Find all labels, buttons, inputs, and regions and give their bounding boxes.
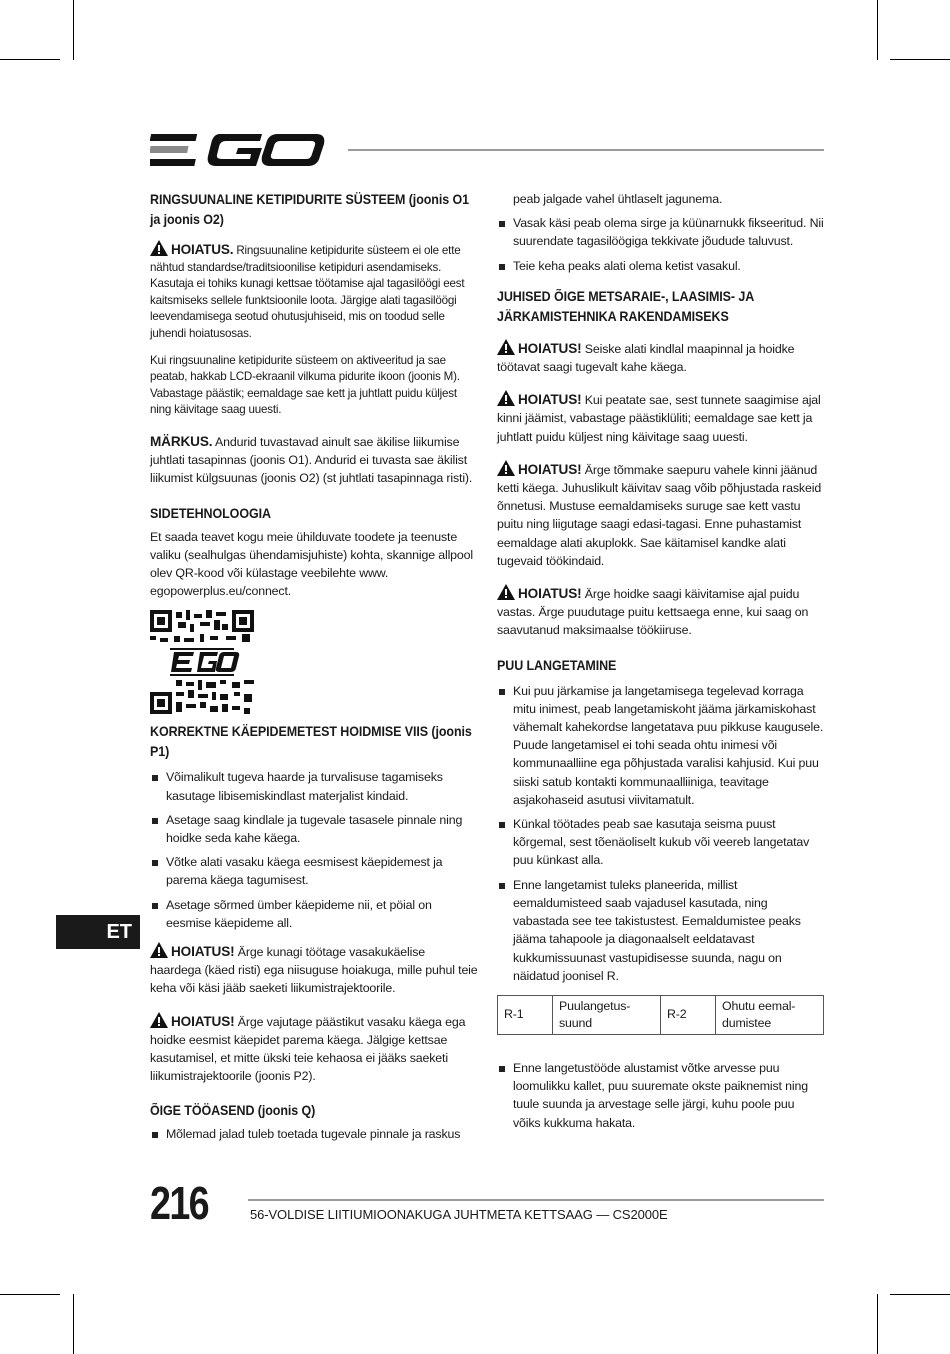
crop-mark	[0, 1294, 60, 1295]
warning-icon	[497, 460, 515, 476]
warning-paragraph	[497, 584, 825, 640]
right-column	[497, 190, 825, 1132]
section-heading: JUHISED ÕIGE METSARAIE-, LAASIMIS- JA JÄRKAMISTEHNIKA RAKENDAMISEKS	[497, 288, 754, 324]
list-item: Asetage saag kindlale ja tugevale tasasele pinnale ning hoidke seda kahe käega.	[150, 811, 478, 847]
list-item: Kui puu järkamise ja langetamisega tegelevad korraga mitu inimest, peab langetamiskoht jääma järkamiskohast vähemalt kahekordse langetatava puu pikkuse kaugusele. Puude langetamisel ei tohi seada ohtu inimesi või kommunaalliine ega põhjustada varalisi kahjusid. Kui puu siiski satub kontakti kommunaalliiniga, teavitage asjakohaseid asutusi viivitamatult.	[497, 682, 825, 809]
page-number: 216	[150, 1177, 209, 1229]
section-heading: SIDETEHNOLOOGIA	[150, 505, 271, 521]
warning-paragraph	[150, 942, 478, 998]
bullet-list	[150, 768, 478, 932]
warning-text: Kui peatate sae, sest tunnete saagimise ajal kinni jäämist, vabastage päästiklüliti; eemaldage sae kett ja juhtlatt puidu küljest ning käivitage saag uuesti.	[497, 393, 821, 444]
warning-icon	[497, 339, 515, 355]
list-item: Võtke alati vasaku käega eesmisest käepidemest ja parema käega tagumisest.	[150, 853, 478, 889]
bullet-list	[150, 1125, 478, 1143]
warning-text: Seiske alati kindlal maapinnal ja hoidke töötavat saagi tugevalt kahe käega.	[497, 341, 795, 375]
warning-text: Ringsuunaline ketipidurite süsteem ei ole ette nähtud standardse/traditsioonilise ketipiduri asendamiseks. Kasutaja ei tohiks kunagi kettsae töötamise ajal tagasilöögi eest kaitsmiseks sellele funktsioonile loota. Järgige alati tagasilöögi leevendamisega seotud ohutusjuhiseid, mis on toodud selle juhendi hoiatusosas.	[150, 244, 465, 340]
bullet-list	[497, 1059, 825, 1132]
warning-text: Ärge kunagi töötage vasakukäelise haardega (käed risti) ega niisuguse hoiakuga, mille puhul teie keha või käsi jääb saeketi liikumistrajektoorile.	[150, 944, 478, 996]
table-row	[498, 995, 824, 1034]
bullet-list	[497, 214, 825, 275]
list-item: Vasak käsi peab olema sirge ja küünarnukk fikseeritud. Nii suurendate tagasilöögiga tekkivate jõudude taluvust.	[497, 214, 825, 250]
crop-mark	[0, 59, 60, 60]
warning-title: HOIATUS!	[171, 943, 235, 959]
crop-mark	[890, 59, 950, 60]
warning-icon	[497, 390, 515, 406]
note-paragraph	[150, 433, 478, 488]
warning-title: HOIATUS!	[171, 1013, 235, 1029]
warning-text: Ärge hoidke saagi käivitamise ajal puidu vastas. Ärge puudutage puitu kettsaega enne, kui saag on saavutanud maksimaalse töökiiruse.	[497, 587, 809, 638]
warning-icon	[150, 240, 168, 256]
section-heading: KORREKTNE KÄEPIDEMETEST HOIDMISE VIIS (joonis P1)	[150, 724, 472, 760]
list-item: Enne langetustööde alustamist võtke arvesse puu loomulikku kallet, puu suuremate okste paiknemist ning tuule suunda ja arvestage selle järgi, kuhu poole puu võiks kukkuma hakata.	[497, 1059, 825, 1132]
header-rule	[348, 149, 824, 151]
body-paragraph: Kui ringsuunaline ketipidurite süsteem on aktiveeritud ja sae peatab, hakkab LCD-ekraanil vilkuma pidurite ikoon (joonis M). Vabastage päästik; eemaldage sae kett ja juhtlatt puidu küljest ning käivitage saag uuesti.	[150, 353, 460, 417]
table-cell: R-2	[661, 995, 716, 1034]
continued-text: peab jalgade vahel ühtlaselt jagunema.	[513, 192, 723, 206]
warning-title: HOIATUS.	[171, 242, 234, 257]
warning-paragraph	[497, 460, 825, 570]
qr-code	[150, 610, 254, 714]
note-text: Andurid tuvastavad ainult sae äkilise liikumise juhtlati tasapinnas (joonis O1). Andurid ei tuvasta sae äkilist liikumist külgsuunas (joonis O2) (st juhtlati tasapinnaga risti).	[150, 434, 473, 486]
warning-paragraph	[497, 390, 825, 446]
section-heading: RINGSUUNALINE KETIPIDURITE SÜSTEEM (joonis O1 ja joonis O2)	[150, 192, 469, 227]
crop-mark	[877, 1294, 878, 1354]
warning-icon	[497, 584, 515, 600]
table-cell: R-1	[498, 995, 553, 1034]
warning-paragraph	[150, 1012, 478, 1086]
left-column	[150, 190, 478, 1144]
qr-code-image	[150, 610, 254, 714]
warning-title: HOIATUS!	[518, 340, 582, 356]
warning-paragraph	[150, 240, 478, 343]
list-item: Teie keha peaks alati olema ketist vasakul.	[497, 257, 825, 275]
list-item: Enne langetamist tuleks planeerida, millist eemaldumisteed saab vajadusel kasutada, ning vabastada see tee takistustest. Eemaldumistee peaks jääma tahapoole ja diagonaalselt eeldatavast kukkumissuunast vastupidisesse suunda, nagu on näidatud joonisel R.	[497, 876, 825, 985]
list-item: Künkal töötades peab sae kasutaja seisma puust kõrgemal, sest tõenäoliselt kukub või veereb langetatav puu künkast alla.	[497, 815, 825, 870]
list-item: Mõlemad jalad tuleb toetada tugevale pinnale ja raskus	[150, 1125, 478, 1143]
body-paragraph: Et saada teavet kogu meie ühilduvate toodete ja teenuste valiku (sealhulgas ühendamisjuhiste) kohta, skannige allpool olev QR-kood või külastage veebilehte www. egopowerplus.eu/connect.	[150, 529, 473, 599]
section-heading: PUU LANGETAMINE	[497, 657, 617, 673]
warning-title: HOIATUS!	[518, 586, 582, 602]
list-item: Võimalikult tugeva haarde ja turvalisuse tagamiseks kasutage libisemiskindlast materjalist kindaid.	[150, 768, 478, 804]
crop-mark	[890, 1294, 950, 1295]
warning-text: Ärge vajutage päästikut vasaku käega ega hoidke eesmist käepidet parema käega. Jälgige kettsae kasutamisel, et mitte ükski teie kehaosa ei jääks saeketi liikumistrajektoorile (joonis P2).	[150, 1014, 466, 1084]
warning-icon	[150, 1012, 168, 1028]
footer-rule	[248, 1199, 824, 1201]
legend-table	[497, 995, 824, 1035]
section-heading: ÕIGE TÖÖASEND (joonis Q)	[150, 1103, 316, 1119]
language-tab: ET	[56, 915, 140, 949]
ego-logo	[150, 130, 330, 170]
warning-icon	[150, 942, 168, 958]
note-title: MÄRKUS.	[150, 433, 213, 449]
crop-mark	[877, 0, 878, 60]
crop-mark	[73, 0, 74, 60]
warning-paragraph	[497, 339, 825, 376]
table-cell: Ohutu eemal-dumistee	[716, 995, 824, 1034]
warning-title: HOIATUS!	[518, 392, 582, 408]
bullet-list	[497, 682, 825, 985]
table-cell: Puulangetus-suund	[553, 995, 661, 1034]
warning-text: Ärge tõmmake saepuru vahele kinni jäänud ketti käega. Juhuslikult käivitav saag võib põhjustada raskeid õnnetusi. Mustuse eemaldamiseks suruge sae kett vastu puitu ning liigutage saagi edasi-tagasi. Enne puhastamist eemaldage alati akuplokk. Sae käitamisel kandke alati tugevaid töökindaid.	[497, 462, 822, 568]
footer-title: 56-VOLDISE LIITIUMIOONAKUGA JUHTMETA KETTSAAG — CS2000E	[250, 1207, 668, 1222]
warning-title: HOIATUS!	[518, 461, 582, 477]
list-item: Asetage sõrmed ümber käepideme nii, et pöial on eesmise käepideme all.	[150, 896, 478, 932]
crop-mark	[73, 1294, 74, 1354]
